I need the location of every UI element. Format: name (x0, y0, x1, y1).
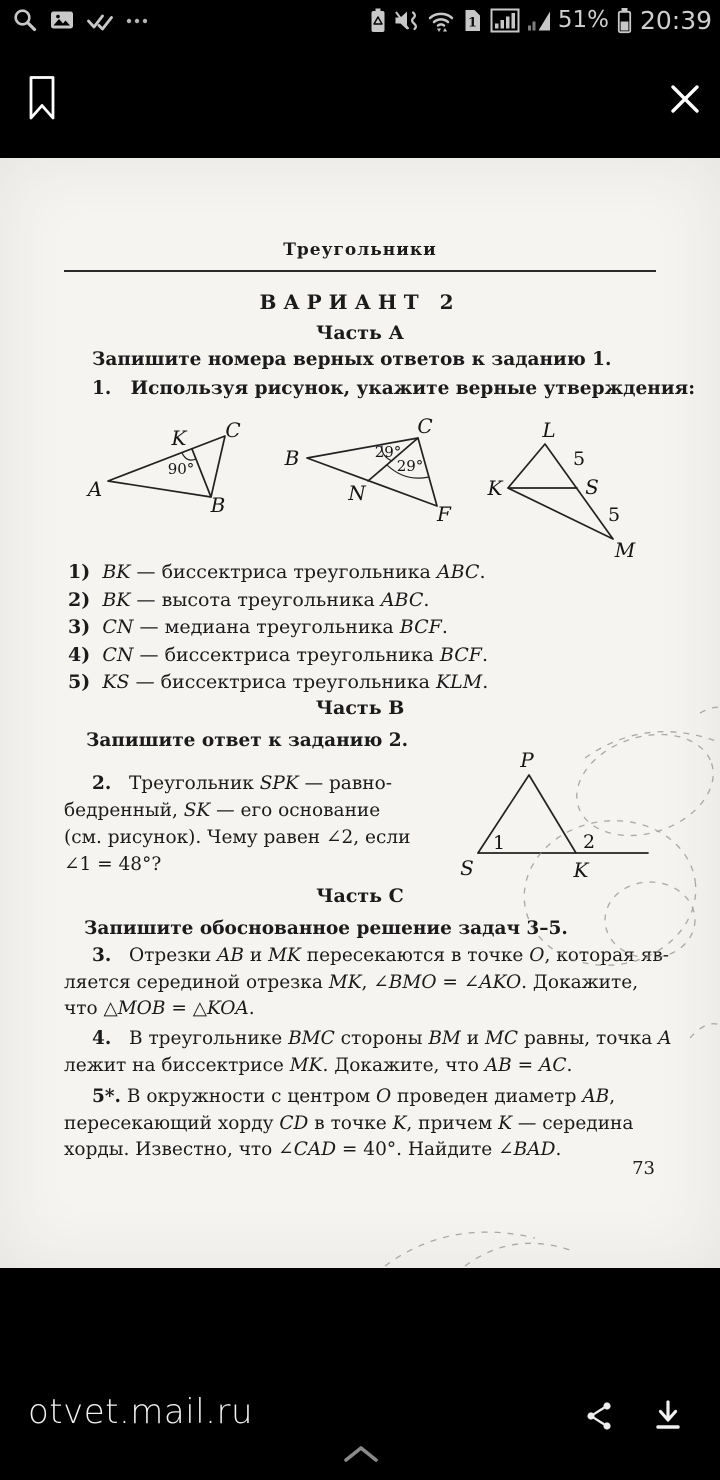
fig1-label-k: K (171, 426, 187, 450)
fig2-label-f: F (437, 502, 451, 526)
fig4-label-p: P (520, 748, 534, 772)
fig1-label-a: A (87, 477, 103, 501)
problem-4-text: 4. В треугольнике BMC стороны BM и MC равны, точка A лежит на биссектрисе MK. Докажите, что AB = AC. (64, 1028, 672, 1076)
part-a-instruction: Запишите номера верных ответов к заданию 1. (92, 349, 612, 370)
close-button[interactable] (668, 82, 702, 119)
sim-card-icon (462, 7, 483, 34)
bookmark-button[interactable] (26, 74, 58, 125)
double-check-notification-icon (86, 7, 114, 33)
statement-3: 3) CN — медиана треугольника BCF. (68, 616, 448, 638)
site-label: otvet.mail.ru (28, 1392, 253, 1432)
battery-percent: 51% (557, 7, 609, 33)
chevron-up-icon (342, 1444, 380, 1464)
fig3-side-ls: 5 (572, 448, 586, 470)
more-notifications-icon (125, 7, 149, 33)
task1-statements (68, 559, 488, 697)
problem-3-text: 3. Отрезки AB и MK пересекаются в точке O, которая яв- ляется серединой отрезка MK, ∠BMO = ∠AKO. Докажите, что △MOB = △KOA. (64, 945, 670, 1019)
fig4-label-k: K (573, 858, 589, 880)
fig1-label-c: C (225, 418, 241, 442)
fig3-label-l: L (542, 418, 556, 442)
part-b-instruction: Запишите ответ к заданию 2. (86, 730, 409, 751)
fig4-angle-2: 2 (582, 831, 596, 853)
statement-4: 4) CN — биссектриса треугольника BCF. (68, 643, 488, 666)
textbook-page-image[interactable] (0, 158, 720, 1268)
share-icon (584, 1400, 616, 1432)
download-button[interactable] (650, 1398, 686, 1437)
fig4-angle-1: 1 (492, 832, 506, 854)
fig3-label-m: M (614, 538, 636, 560)
battery-icon (616, 7, 633, 34)
svg-text:1: 1 (467, 15, 477, 30)
fig2-angle-bcn: 29° (374, 443, 402, 461)
fig2-label-c: C (417, 415, 433, 438)
page-number: 73 (632, 1158, 655, 1179)
part-c-heading: Часть С (316, 885, 404, 907)
fig2-label-b: B (284, 446, 300, 470)
cell-signal-icon (527, 7, 551, 34)
fig3-label-s: S (585, 475, 599, 499)
statement-2: 2) BK — высота треугольника ABC. (68, 588, 430, 611)
problem-2-text: 2. Треугольник SPK — равно- бедренный, SK — его основание (см. рисунок). Чему равен ∠2, если ∠1 = 48°? (64, 773, 411, 875)
task1-text: 1. Используя рисунок, укажите верные утверждения: (92, 378, 696, 399)
part-b-heading: Часть В (315, 697, 405, 719)
bookmark-icon (26, 74, 58, 122)
status-bar (0, 0, 720, 40)
mute-vibrate-icon (394, 7, 420, 34)
problem-5-text: 5*. В окружности с центром O проведен диаметр AB, пересекающий хорду CD в точке K, причем K — середина хорды. Известно, что ∠CAD = 40°. Найдите ∠BAD. (64, 1086, 634, 1160)
download-icon (650, 1398, 686, 1434)
header-rule (64, 270, 656, 272)
network-signal-box-icon (490, 7, 520, 34)
task1-figures (60, 415, 660, 560)
part-a-heading: Часть А (316, 322, 404, 344)
share-button[interactable] (584, 1400, 616, 1435)
search-icon (12, 7, 38, 33)
running-head: Треугольники (283, 240, 437, 260)
fig1-angle-90: 90° (167, 460, 195, 478)
fig3-label-k: K (487, 476, 503, 500)
statement-5: 5) KS — биссектриса треугольника KLM. (68, 671, 489, 693)
part-c-instruction: Запишите обоснованное решение задач 3–5. (84, 918, 568, 939)
problem2-figure (430, 745, 670, 880)
fig2-label-n: N (348, 481, 366, 505)
statement-1: 1) BK — биссектриса треугольника ABC. (68, 561, 486, 583)
fig3-side-sm: 5 (607, 504, 621, 526)
swipe-up-hint-button[interactable] (342, 1444, 380, 1467)
clock: 20:39 (639, 5, 712, 35)
close-icon (668, 82, 702, 116)
fig4-label-s: S (460, 856, 474, 880)
gallery-notification-icon (49, 7, 75, 33)
fig2-angle-ncf: 29° (396, 457, 424, 475)
wifi-icon (427, 7, 455, 34)
variant-title: ВАРИАНТ 2 (259, 290, 461, 314)
battery-saver-icon (369, 7, 387, 34)
fig1-label-b: B (210, 493, 226, 517)
